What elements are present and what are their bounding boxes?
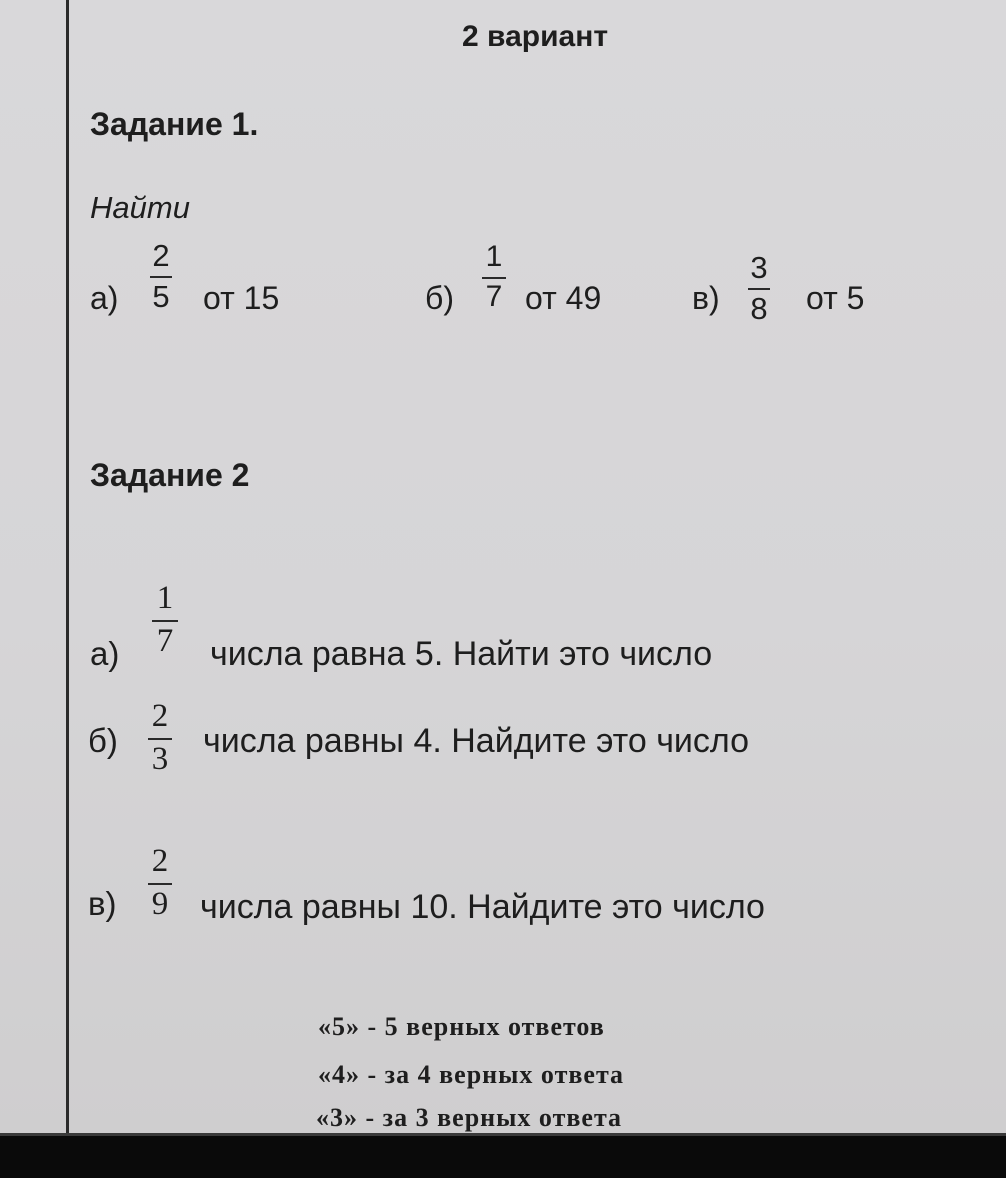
page-left-border (66, 0, 69, 1133)
task1-item-c-fraction (748, 252, 770, 324)
task1-title: Задание 1. (90, 106, 259, 142)
task1-item-b-rest: от 49 (525, 280, 602, 316)
numerator: 3 (750, 250, 768, 285)
denominator: 7 (485, 280, 503, 313)
grading-line-3: «3» - за 3 верных ответа (316, 1103, 623, 1132)
task2-item-b-text: числа равны 4. Найдите это число (203, 722, 750, 760)
numerator: 2 (151, 843, 169, 879)
task1-item-a-label: а) (90, 280, 119, 316)
task2-item-b-fraction (148, 700, 172, 776)
task2-item-a-text: числа равна 5. Найти это число (210, 635, 713, 673)
denominator: 5 (152, 279, 170, 314)
denominator: 9 (151, 886, 169, 922)
denominator: 3 (151, 741, 169, 777)
denominator: 7 (156, 623, 174, 659)
task2-item-c-text: числа равны 10. Найдите это число (200, 888, 765, 926)
numerator: 1 (485, 240, 503, 273)
task2-item-c-label: в) (88, 885, 117, 922)
grading-line-4: «4» - за 4 верных ответа (318, 1060, 625, 1089)
task1-item-b-fraction (482, 242, 506, 312)
task2-item-b-label: б) (88, 722, 118, 759)
denominator: 8 (750, 291, 768, 326)
task2-item-a-fraction (152, 582, 178, 658)
task1-instruction: Найти (90, 190, 190, 225)
task2-title: Задание 2 (90, 457, 250, 493)
task2-item-c-fraction (148, 845, 172, 921)
task1-item-a-fraction (150, 240, 172, 312)
task2-item-a-label: а) (90, 635, 120, 672)
task1-item-a-rest: от 15 (203, 280, 280, 316)
numerator: 2 (152, 238, 170, 273)
variant-title: 2 вариант (462, 20, 609, 53)
numerator: 2 (151, 698, 169, 734)
grading-line-5: «5» - 5 верных ответов (318, 1012, 605, 1041)
task1-item-b-label: б) (425, 280, 454, 316)
screen-bottom-bar (0, 1133, 1006, 1178)
numerator: 1 (156, 580, 174, 616)
page-bottom-edge (0, 1133, 1006, 1136)
task1-item-c-label: в) (692, 280, 720, 316)
task1-item-c-rest: от 5 (806, 280, 865, 316)
